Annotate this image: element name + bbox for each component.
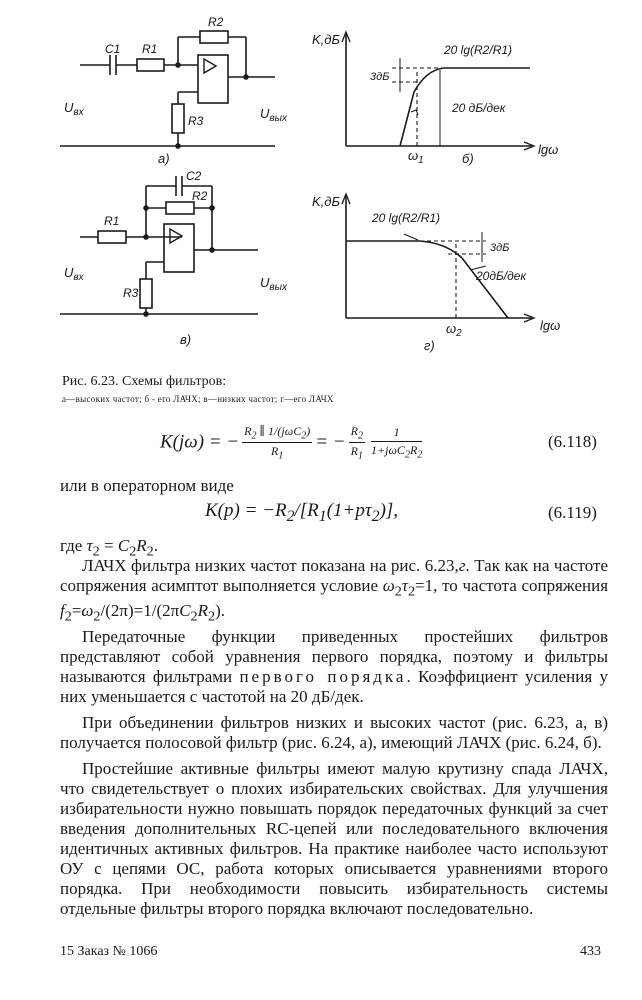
circuit-a-wires (60, 37, 275, 146)
circuit-c-r1 (98, 231, 126, 243)
chart-d-db-label: 3дБ (490, 242, 510, 254)
paragraph-3: При объединении фильтров низких и высоких частот (рис. 6.23, а, в) получается полосовой фильтр (рис. 6.24, а), имеющий ЛАЧХ (рис. 6.24, б). (60, 712, 608, 752)
circuit-a-r2 (200, 31, 228, 43)
chart-d-ylabel: K,дБ (312, 194, 340, 209)
label-r1: R1 (142, 42, 158, 56)
panel-label-b: б) (462, 151, 474, 166)
figure-caption: Рис. 6.23. Схемы фильтров: (62, 374, 227, 389)
circuit-c-r3 (140, 279, 152, 308)
label-c2: C2 (186, 169, 202, 183)
figure-6-23 (0, 0, 642, 370)
label-uin: $U_{вх}$ (64, 100, 84, 118)
label-uout: $U_{вых}$ (260, 106, 287, 124)
figure-caption-legend: а—высоких частот; б - его ЛАЧХ; в—низких частот; г—его ЛАЧХ (62, 394, 334, 404)
equation-number-6-118: (6.118) (548, 432, 597, 451)
label-r2: R2 (208, 15, 224, 29)
circuit-a-r1 (137, 59, 164, 71)
label-r3: R3 (123, 286, 139, 300)
equation-6-119: $K(p) = -R_2/[R_1(1+p\tau_2)]$, (205, 500, 399, 525)
footer-print-order: 15 Заказ № 1066 (60, 944, 158, 959)
label-r2: R2 (192, 189, 208, 203)
circuit-c-opamp (164, 224, 194, 272)
chart-d-corner-label: $\omega_2$ (446, 321, 462, 339)
panel-label-a: а) (158, 151, 170, 166)
chart-b (312, 32, 558, 166)
paragraph-1: ЛАЧХ фильтра низких частот показана на рис. 6.23,г. Так как на частоте сопряжения асимптот выполняется условие $\omega_2\tau_2=1$, то частота сопряжения $f_2=\omega_2/(2\pi)=1/(2\pi C_2R_2)$. (60, 556, 609, 625)
circuit-a-opamp (198, 55, 228, 103)
equation-number-6-119: (6.119) (548, 503, 597, 522)
paragraph-4: Простейшие активные фильтры имеют малую крутизну спада ЛАЧХ, что свидетельствует о плохих избирательских свойствах. Для улучшения избирательности нужно повышать порядок передаточных функций за счет введения дополнительных RC-цепей или последовательного включения идентичных активных фильтров. На практике наиболее часто используют ОУ с цепями ОС, работа которых описывается уравнениями второго порядка. При необходимости повысить избирательность системы отдельные фильтры второго порядка включают последовательно. (60, 758, 608, 918)
where-line: где $\tau_2 = C_2R_2$. (60, 536, 158, 560)
eq119-intro: или в операторном виде (60, 476, 234, 495)
chart-d-xlabel: lgω (540, 318, 561, 333)
chart-b-xlabel: lgω (538, 142, 559, 157)
chart-d (312, 194, 560, 353)
equation-6-118: K(jω) = − $\frac{R_2 \parallel 1/(j\omega C_2)}{R_1}$ = − $\frac{R_2}{R_1}$ $\frac{1}{1+j\omega C_2R_2}$ (160, 424, 423, 462)
label-uout: $U_{вых}$ (260, 275, 287, 293)
chart-b-corner-label: $\omega_1$ (408, 148, 424, 166)
circuit-c-r2 (166, 202, 194, 214)
paragraph-2: Передаточные функции приведенных простейших фильтров представляют собой уравнения первого порядка, поэтому и фильтры называются фильтрами первого порядка. Коэффициент усиления у них уменьшается с частотой на 20 дБ/дек. (60, 626, 608, 706)
circuit-a-r3 (172, 104, 184, 133)
body-text (60, 556, 608, 919)
chart-b-asymptote-label: 20 lg(R2/R1) (444, 43, 513, 57)
chart-d-asymptote-label: 20 lg(R2/R1) (372, 211, 441, 225)
chart-b-db-label: 3дБ (370, 71, 390, 83)
chart-b-slope-label: 20 дБ/дек (452, 101, 506, 115)
page-number: 433 (580, 944, 601, 959)
label-uin: $U_{вх}$ (64, 265, 84, 283)
panel-label-c: в) (180, 332, 192, 347)
label-r1: R1 (104, 214, 120, 228)
label-r3: R3 (188, 114, 204, 128)
circuit-c-wires (60, 176, 258, 314)
chart-b-ylabel: K,дБ (312, 32, 340, 47)
label-c1: C1 (105, 42, 121, 56)
panel-label-d: г) (424, 338, 435, 353)
chart-d-slope-label: 20дБ/дек (476, 269, 527, 283)
